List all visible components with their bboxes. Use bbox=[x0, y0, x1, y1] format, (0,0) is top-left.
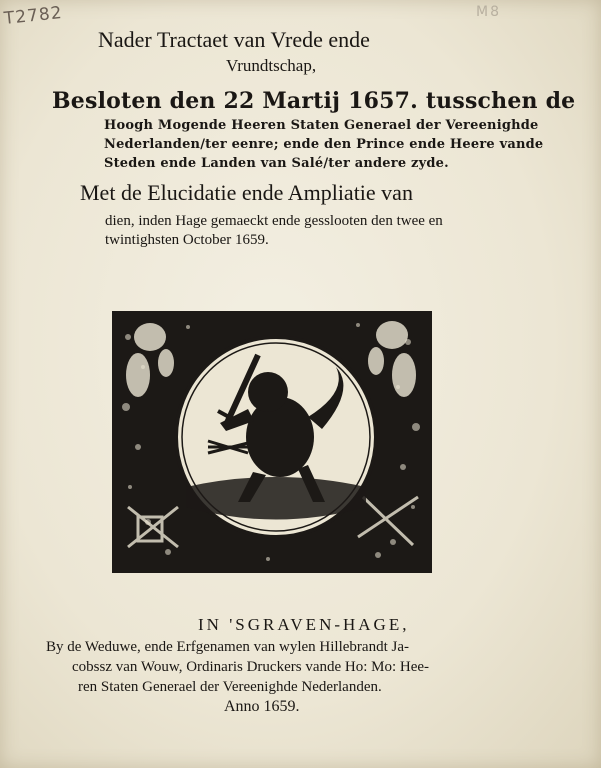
imprint-place: IN 'SGRAVEN-HAGE, bbox=[198, 615, 410, 634]
imprint-line-4: ren Staten Generael der Vereenighde Nederlanden. bbox=[78, 679, 382, 695]
blackletter-line-2: Hoogh Mogende Heeren Staten Generael der Vereenighde bbox=[104, 118, 539, 133]
blackletter-line-3: Nederlanden/ter eenre; ende den Prince ende Heere vande bbox=[104, 137, 544, 152]
shelfmark-annotation: T2782 bbox=[3, 2, 64, 30]
lion-woodcut-emblem bbox=[108, 297, 436, 577]
subtitle-line-2: dien, inden Hage gemaeckt ende gesslooten den twee en bbox=[105, 213, 443, 229]
imprint-line-3: cobssz van Wouw, Ordinaris Druckers vande Ho: Mo: Hee- bbox=[72, 659, 430, 675]
blackletter-line-1: Besloten den 22 Martij 1657. tusschen de bbox=[52, 88, 576, 114]
blackletter-line-4: Steden ende Landen van Salé/ter andere zyde. bbox=[104, 156, 449, 171]
imprint-year: Anno 1659. bbox=[224, 698, 300, 715]
title-line-1: Nader Tractaet van Vrede ende bbox=[98, 27, 370, 52]
subtitle-line-1: Met de Elucidatie ende Ampliatie van bbox=[80, 180, 413, 205]
subtitle-line-3: twintighsten October 1659. bbox=[105, 232, 269, 248]
title-line-2: Vrundtschap, bbox=[226, 56, 317, 75]
faint-annotation: M8 bbox=[476, 4, 501, 20]
imprint-line-2: By de Weduwe, ende Erfgenamen van wylen Hillebrandt Ja- bbox=[46, 639, 409, 655]
